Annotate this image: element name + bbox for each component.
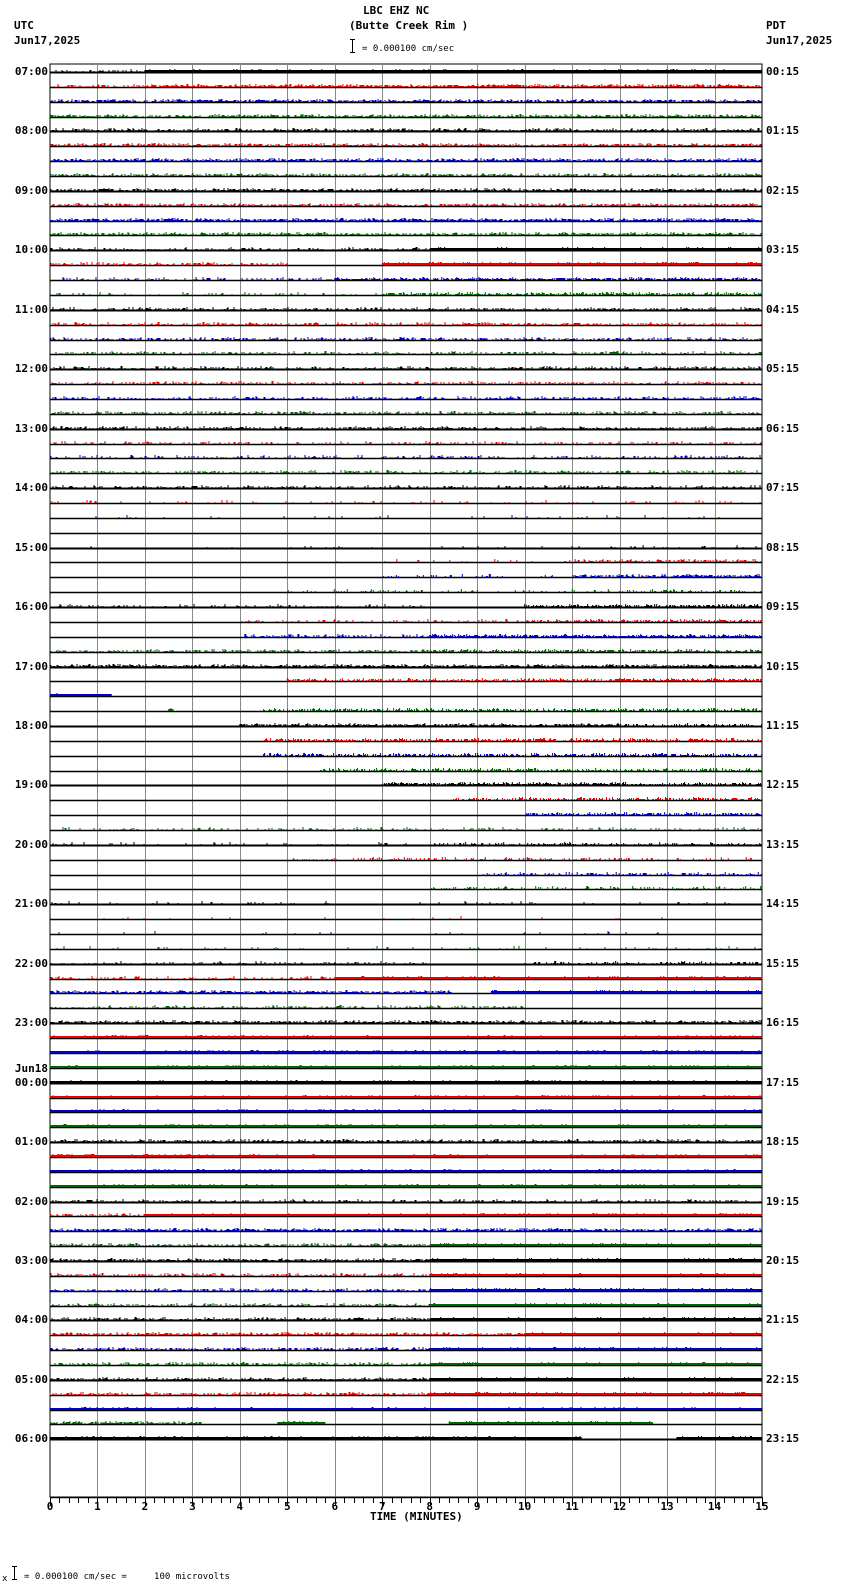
- utc-hour-label: 22:00: [14, 956, 48, 970]
- x-tick-label: 0: [46, 1500, 54, 1513]
- pdt-hour-label: 00:15: [766, 65, 800, 78]
- x-tick-label: 5: [284, 1500, 291, 1513]
- footer-scale-text: = 0.000100 cm/sec = 100 microvolts: [24, 1572, 230, 1582]
- pdt-hour-label: 06:15: [766, 421, 800, 435]
- pdt-hour-label: 11:15: [766, 718, 800, 732]
- utc-hour-label: 13:00: [14, 421, 48, 435]
- pdt-hour-label: 14:15: [766, 897, 800, 911]
- pdt-hour-label: 04:15: [766, 302, 800, 316]
- x-tick-label: 8: [426, 1500, 434, 1513]
- x-tick-label: 7: [378, 1500, 386, 1513]
- utc-hour-label: 03:00: [14, 1254, 48, 1267]
- pdt-hour-label: 09:15: [766, 600, 800, 614]
- x-tick-label: 2: [141, 1500, 149, 1513]
- utc-hour-label: 10:00: [14, 243, 48, 257]
- pdt-hour-label: 07:15: [766, 481, 800, 495]
- pdt-hour-label: 15:15: [766, 956, 800, 970]
- utc-hour-label: 05:00: [14, 1372, 48, 1386]
- pdt-hour-label: 10:15: [766, 659, 800, 673]
- pdt-hour-label: 13:15: [766, 837, 800, 851]
- x-tick-label: 4: [236, 1500, 244, 1513]
- left-timezone: UTC: [14, 19, 34, 32]
- pdt-hour-label: 18:15: [766, 1135, 800, 1149]
- utc-hour-label: 12:00: [14, 362, 48, 376]
- x-axis-label: TIME (MINUTES): [370, 1510, 463, 1523]
- utc-hour-label: 01:00: [14, 1135, 48, 1149]
- utc-hour-label: 16:00: [14, 600, 48, 614]
- utc-hour-label: 08:00: [14, 124, 48, 138]
- pdt-hour-label: 21:15: [766, 1313, 800, 1327]
- x-tick-label: 14: [707, 1500, 722, 1513]
- utc-hour-label: 09:00: [14, 183, 48, 197]
- pdt-hour-label: 19:15: [766, 1194, 800, 1208]
- pdt-hour-label: 03:15: [766, 243, 800, 257]
- utc-hour-label: 04:00: [14, 1313, 48, 1327]
- utc-hour-label: 14:00: [14, 481, 48, 495]
- utc-hour-label: 07:00: [14, 65, 48, 78]
- x-tick-label: 9: [473, 1500, 481, 1513]
- utc-hour-label: 17:00: [14, 659, 48, 673]
- footer-scale-bar-icon: [14, 1566, 15, 1580]
- left-date: Jun17,2025: [14, 34, 81, 47]
- x-tick-label: 13: [660, 1500, 674, 1513]
- date-change-label: Jun18: [14, 1061, 48, 1075]
- x-tick-label: 11: [565, 1500, 579, 1513]
- x-tick-label: 6: [331, 1500, 339, 1513]
- utc-hour-label: 02:00: [14, 1194, 48, 1208]
- utc-hour-label: 00:00: [14, 1075, 48, 1089]
- utc-hour-label: 21:00: [14, 897, 48, 911]
- pdt-hour-label: 01:15: [766, 124, 800, 138]
- x-tick-label: 15: [755, 1500, 769, 1513]
- pdt-hour-label: 05:15: [766, 362, 800, 376]
- pdt-hour-label: 23:15: [766, 1432, 800, 1446]
- utc-hour-label: 20:00: [14, 837, 48, 851]
- utc-hour-label: 11:00: [14, 302, 48, 316]
- right-timezone: PDT: [766, 19, 786, 32]
- station-title: LBC EHZ NC: [363, 4, 430, 17]
- station-location: (Butte Creek Rim ): [349, 19, 469, 32]
- utc-hour-label: 19:00: [14, 778, 48, 792]
- x-tick-label: 12: [612, 1500, 627, 1513]
- pdt-hour-label: 02:15: [766, 183, 800, 197]
- pdt-hour-label: 17:15: [766, 1075, 800, 1089]
- x-tick-label: 10: [518, 1500, 532, 1513]
- scale-text: = 0.000100 cm/sec: [362, 44, 455, 54]
- right-date: Jun17,2025: [766, 34, 833, 47]
- footer-prefix: x: [2, 1574, 8, 1584]
- utc-hour-label: 23:00: [14, 1016, 48, 1030]
- utc-hour-label: 18:00: [14, 718, 48, 732]
- pdt-hour-label: 20:15: [766, 1254, 800, 1267]
- pdt-hour-label: 08:15: [766, 540, 800, 554]
- pdt-hour-label: 22:15: [766, 1372, 800, 1386]
- utc-hour-label: 15:00: [14, 540, 48, 554]
- x-tick-label: 1: [94, 1500, 101, 1513]
- x-tick-label: 3: [189, 1500, 196, 1513]
- utc-hour-label: 06:00: [14, 1432, 48, 1446]
- pdt-hour-label: 12:15: [766, 778, 800, 792]
- pdt-hour-label: 16:15: [766, 1016, 800, 1030]
